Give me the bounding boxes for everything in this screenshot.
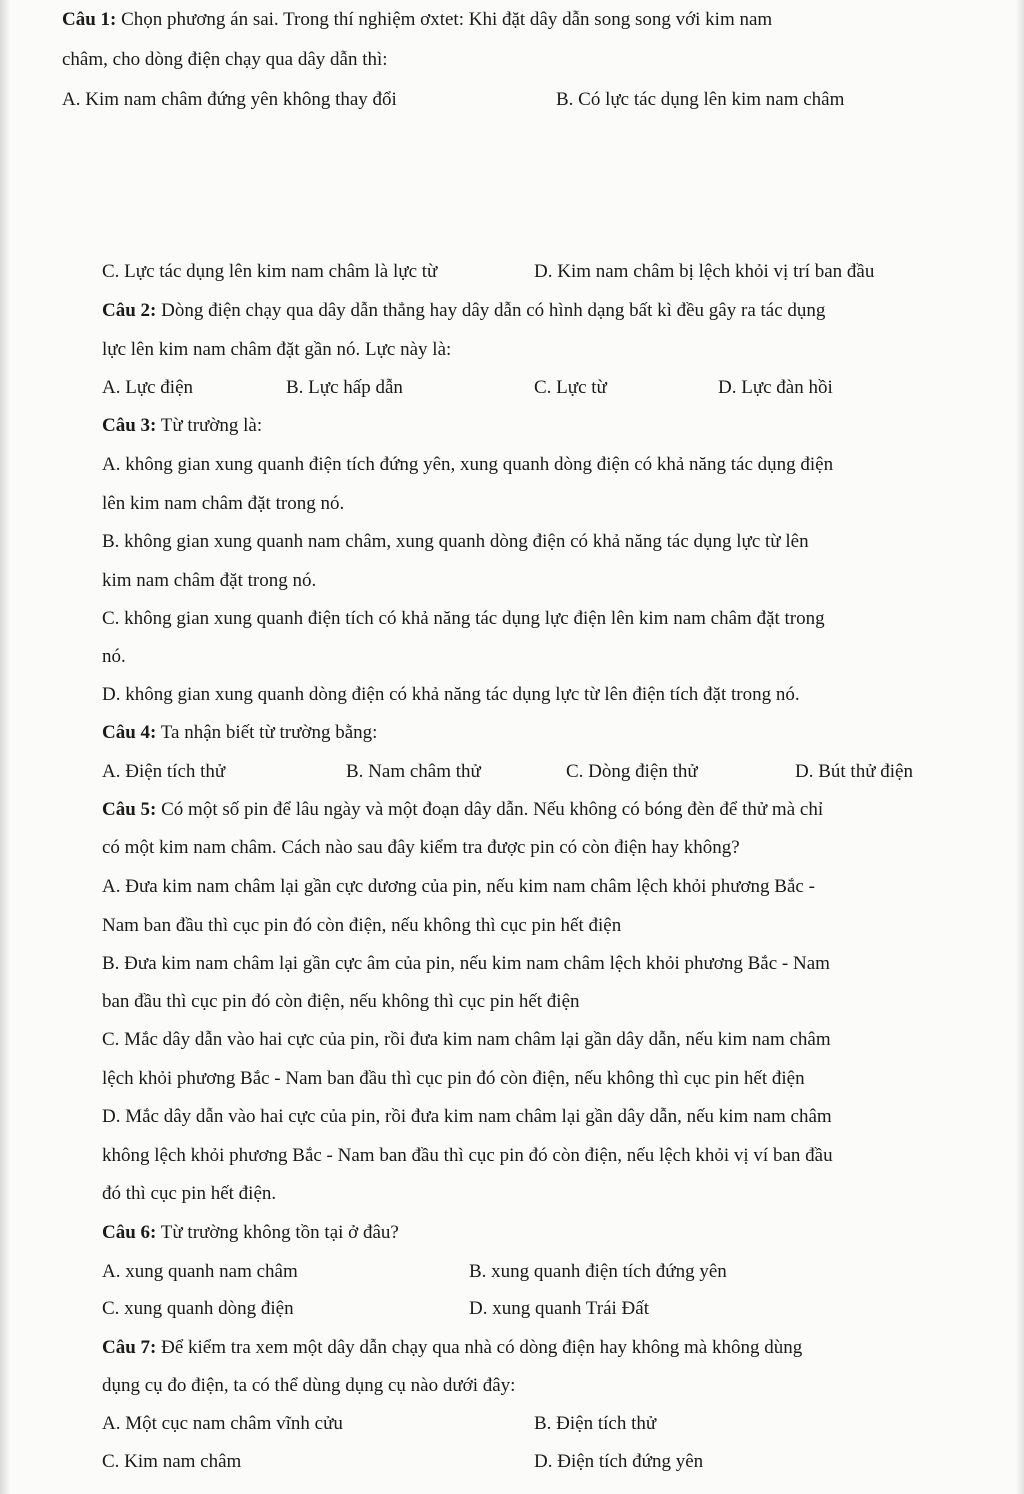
page-edge-shadow (0, 0, 10, 1494)
question-6-option-b: B. xung quanh điện tích đứng yên (469, 1261, 727, 1282)
question-2-option-c: C. Lực từ (534, 377, 607, 398)
question-7-option-c: C. Kim nam châm (102, 1451, 242, 1472)
question-1-option-b: B. Có lực tác dụng lên kim nam châm (556, 89, 845, 110)
question-4-option-d: D. Bút thử điện (795, 761, 913, 782)
question-5-option-d-cont: không lệch khỏi phương Bắc - Nam ban đầu thì cục pin đó còn điện, nếu lệch khỏi vị ví ban đầu (102, 1145, 833, 1166)
question-5-option-d: D. Mắc dây dẫn vào hai cực của pin, rồi đưa kim nam châm lại gần dây dẫn, nếu kim nam châm (102, 1106, 832, 1127)
question-3-label: Câu 3: (102, 415, 157, 436)
question-7-stem-cont: dụng cụ đo điện, ta có thể dùng dụng cụ nào dưới đây: (102, 1375, 516, 1396)
question-4-option-a: A. Điện tích thử (102, 761, 226, 782)
question-5-option-c: C. Mắc dây dẫn vào hai cực của pin, rồi đưa kim nam châm lại gần dây dẫn, nếu kim nam châm (102, 1029, 831, 1050)
question-6-option-a: A. xung quanh nam châm (102, 1261, 298, 1282)
question-7-label: Câu 7: (102, 1337, 157, 1358)
question-5-stem-cont: có một kim nam châm. Cách nào sau đây kiểm tra được pin có còn điện hay không? (102, 837, 740, 858)
question-6-option-c: C. xung quanh dòng điện (102, 1298, 294, 1319)
question-7-option-d: D. Điện tích đứng yên (534, 1451, 704, 1472)
question-1-option-c: C. Lực tác dụng lên kim nam châm là lực từ (102, 261, 438, 282)
question-2-stem-cont: lực lên kim nam châm đặt gần nó. Lực này là: (102, 339, 452, 360)
question-1-stem-cont: châm, cho dòng điện chạy qua dây dẫn thì: (62, 49, 388, 70)
question-6-stem: Câu 6: Từ trường không tồn tại ở đâu? (102, 1222, 399, 1243)
question-5-option-d-cont2: đó thì cục pin hết điện. (102, 1183, 277, 1204)
question-2-stem: Câu 2: Dòng điện chạy qua dây dẫn thẳng hay dây dẫn có hình dạng bất kì đều gây ra tác dụng (102, 300, 826, 321)
question-5-option-a: A. Đưa kim nam châm lại gần cực dương của pin, nếu kim nam châm lệch khỏi phương Bắc - (102, 876, 815, 897)
question-7-stem: Câu 7: Để kiểm tra xem một dây dẫn chạy qua nhà có dòng điện hay không mà không dùng (102, 1337, 803, 1358)
question-3-stem: Câu 3: Từ trường là: (102, 415, 263, 436)
question-3-option-d: D. không gian xung quanh dòng điện có khả năng tác dụng lực từ lên điện tích đặt trong nó. (102, 684, 800, 705)
question-2-option-d: D. Lực đàn hồi (718, 377, 833, 398)
question-1-label: Câu 1: (62, 9, 117, 30)
question-4-label: Câu 4: (102, 722, 157, 743)
question-2-option-a: A. Lực điện (102, 377, 194, 398)
question-6-option-d: D. xung quanh Trái Đất (469, 1298, 649, 1319)
question-4-stem: Câu 4: Ta nhận biết từ trường bằng: (102, 722, 378, 743)
question-4-option-c: C. Dòng điện thử (566, 761, 698, 782)
question-2-option-b: B. Lực hấp dẫn (286, 377, 403, 398)
question-3-option-a-cont: lên kim nam châm đặt trong nó. (102, 493, 345, 514)
page-edge-shadow (1016, 0, 1024, 1494)
question-5-option-b: B. Đưa kim nam châm lại gần cực âm của pin, nếu kim nam châm lệch khỏi phương Bắc - Nam (102, 953, 830, 974)
question-7-option-b: B. Điện tích thử (534, 1413, 657, 1434)
question-5-label: Câu 5: (102, 799, 157, 820)
question-3-option-b-cont: kim nam châm đặt trong nó. (102, 570, 317, 591)
question-1-stem: Câu 1: Chọn phương án sai. Trong thí nghiệm ơxtet: Khi đặt dây dẫn song song với kim nam (62, 9, 773, 30)
question-5-option-a-cont: Nam ban đầu thì cục pin đó còn điện, nếu không thì cục pin hết điện (102, 915, 622, 936)
question-1-option-d: D. Kim nam châm bị lệch khỏi vị trí ban đầu (534, 261, 875, 282)
question-1-option-a: A. Kim nam châm đứng yên không thay đổi (62, 89, 397, 110)
question-5-option-b-cont: ban đầu thì cục pin đó còn điện, nếu không thì cục pin hết điện (102, 991, 580, 1012)
question-4-option-b: B. Nam châm thử (346, 761, 481, 782)
question-3-option-b: B. không gian xung quanh nam châm, xung quanh dòng điện có khả năng tác dụng lực từ lên (102, 531, 809, 552)
question-2-label: Câu 2: (102, 300, 157, 321)
question-5-stem: Câu 5: Có một số pin để lâu ngày và một đoạn dây dẫn. Nếu không có bóng đèn để thử mà chỉ (102, 799, 824, 820)
question-5-option-c-cont: lệch khỏi phương Bắc - Nam ban đầu thì cục pin đó còn điện, nếu không thì cục pin hết điện (102, 1068, 805, 1089)
question-6-label: Câu 6: (102, 1222, 157, 1243)
question-3-option-a: A. không gian xung quanh điện tích đứng yên, xung quanh dòng điện có khả năng tác dụng điện (102, 454, 834, 475)
question-3-option-c: C. không gian xung quanh điện tích có khả năng tác dụng lực điện lên kim nam châm đặt trong (102, 608, 825, 629)
question-3-option-c-cont: nó. (102, 646, 126, 667)
question-7-option-a: A. Một cục nam châm vĩnh cửu (102, 1413, 343, 1434)
